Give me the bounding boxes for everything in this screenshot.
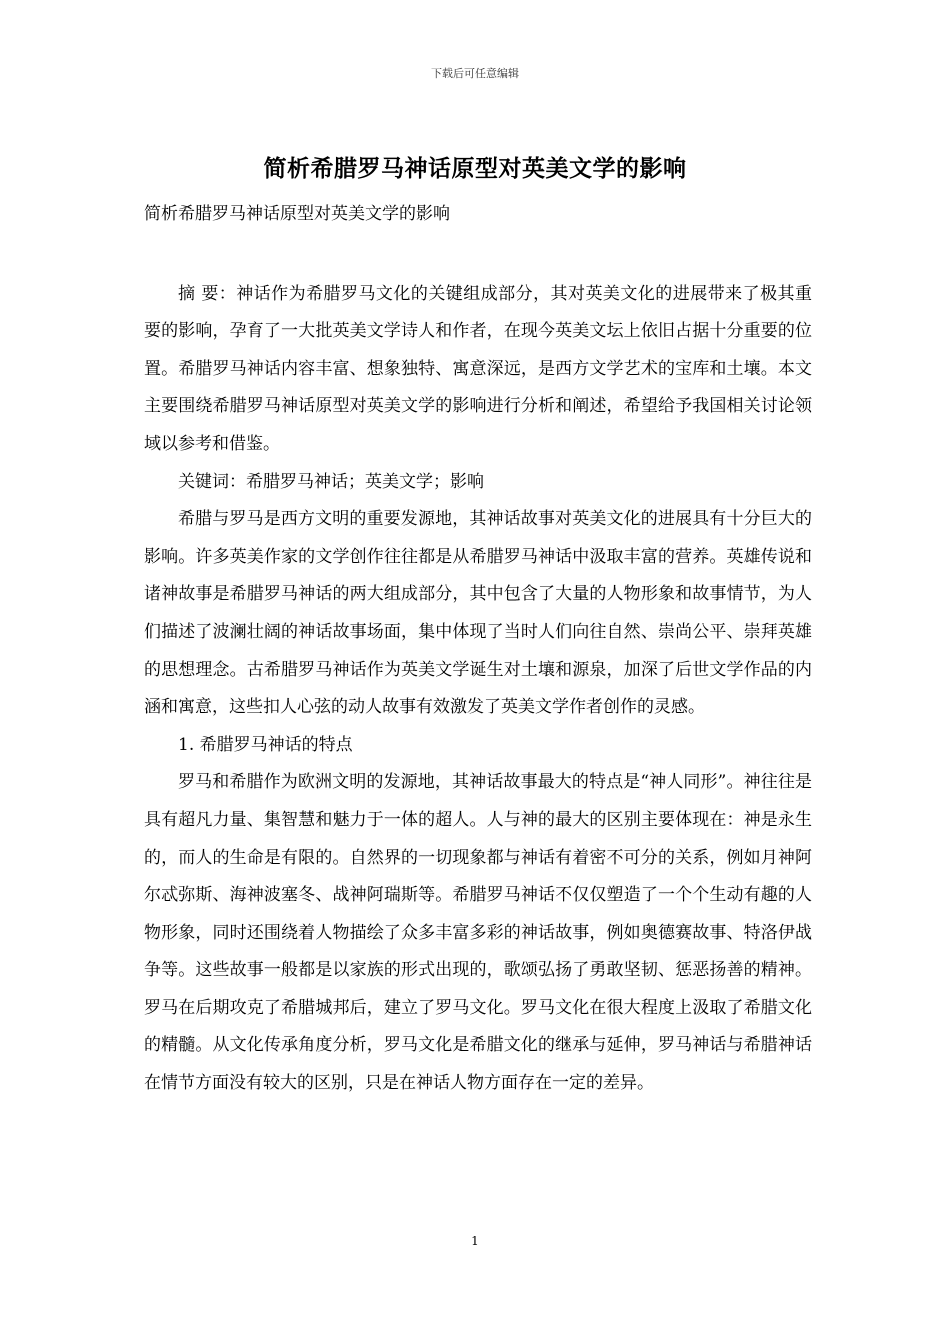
intro-paragraph: 希腊与罗马是西方文明的重要发源地，其神话故事对英美文化的进展具有十分巨大的影响。许多英美作家的文学创作往往都是从希腊罗马神话中汲取丰富的营养。英雄传说和诸神故事是希腊罗马神话的两大组成部分，其中包含了大量的人物形象和故事情节，为人们描述了波澜壮阔的神话故事场面，集中体现了当时人们向往自然、崇尚公平、崇拜英雄的思想理念。古希腊罗马神话作为英美文学诞生对土壤和源泉，加深了后世文学作品的内涵和寓意，这些扣人心弦的动人故事有效激发了英美文学作者创作的灵感。 [144, 509, 812, 718]
header-note: 下载后可任意编辑 [431, 67, 519, 80]
document-title: 简析希腊罗马神话原型对英美文学的影响 [263, 155, 687, 182]
document-subtitle: 简析希腊罗马神话原型对英美文学的影响 [144, 204, 450, 224]
section-paragraph: 罗马和希腊作为欧洲文明的发源地，其神话故事最大的特点是“神人同形”。神往往是具有超凡力量、集智慧和魅力于一体的超人。人与神的最大的区别主要体现在：神是永生的，而人的生命是有限的。自然界的一切现象都与神话有着密不可分的关系，例如月神阿尔忒弥斯、海神波塞冬、战神阿瑞斯等。希腊罗马神话不仅仅塑造了一个个生动有趣的人物形象，同时还围绕着人物描绘了众多丰富多彩的神话故事，例如奥德赛故事、特洛伊战争等。这些故事一般都是以家族的形式出现的，歌颂弘扬了勇敢坚韧、惩恶扬善的精神。罗马在后期攻克了希腊城邦后，建立了罗马文化。罗马文化在很大程度上汲取了希腊文化的精髓。从文化传承角度分析，罗马文化是希腊文化的继承与延伸，罗马神话与希腊神话在情节方面没有较大的区别，只是在神话人物方面存在一定的差异。 [144, 772, 812, 1094]
document-body [144, 196, 812, 1103]
keywords-line: 关键词：希腊罗马神话；英美文学；影响 [178, 471, 484, 492]
abstract-paragraph: 摘 要：神话作为希腊罗马文化的关键组成部分，其对英美文化的进展带来了极其重要的影响，孕育了一大批英美文学诗人和作者，在现今英美文坛上依旧占据十分重要的位置。希腊罗马神话内容丰富、想象独特、寓意深远，是西方文学艺术的宝库和土壤。本文主要围绕希腊罗马神话原型对英美文学的影响进行分析和阐述，希望给予我国相关讨论领域以参考和借鉴。 [144, 283, 812, 454]
page-number: 1 [471, 1234, 479, 1248]
section-heading: 1. 希腊罗马神话的特点 [178, 734, 353, 755]
